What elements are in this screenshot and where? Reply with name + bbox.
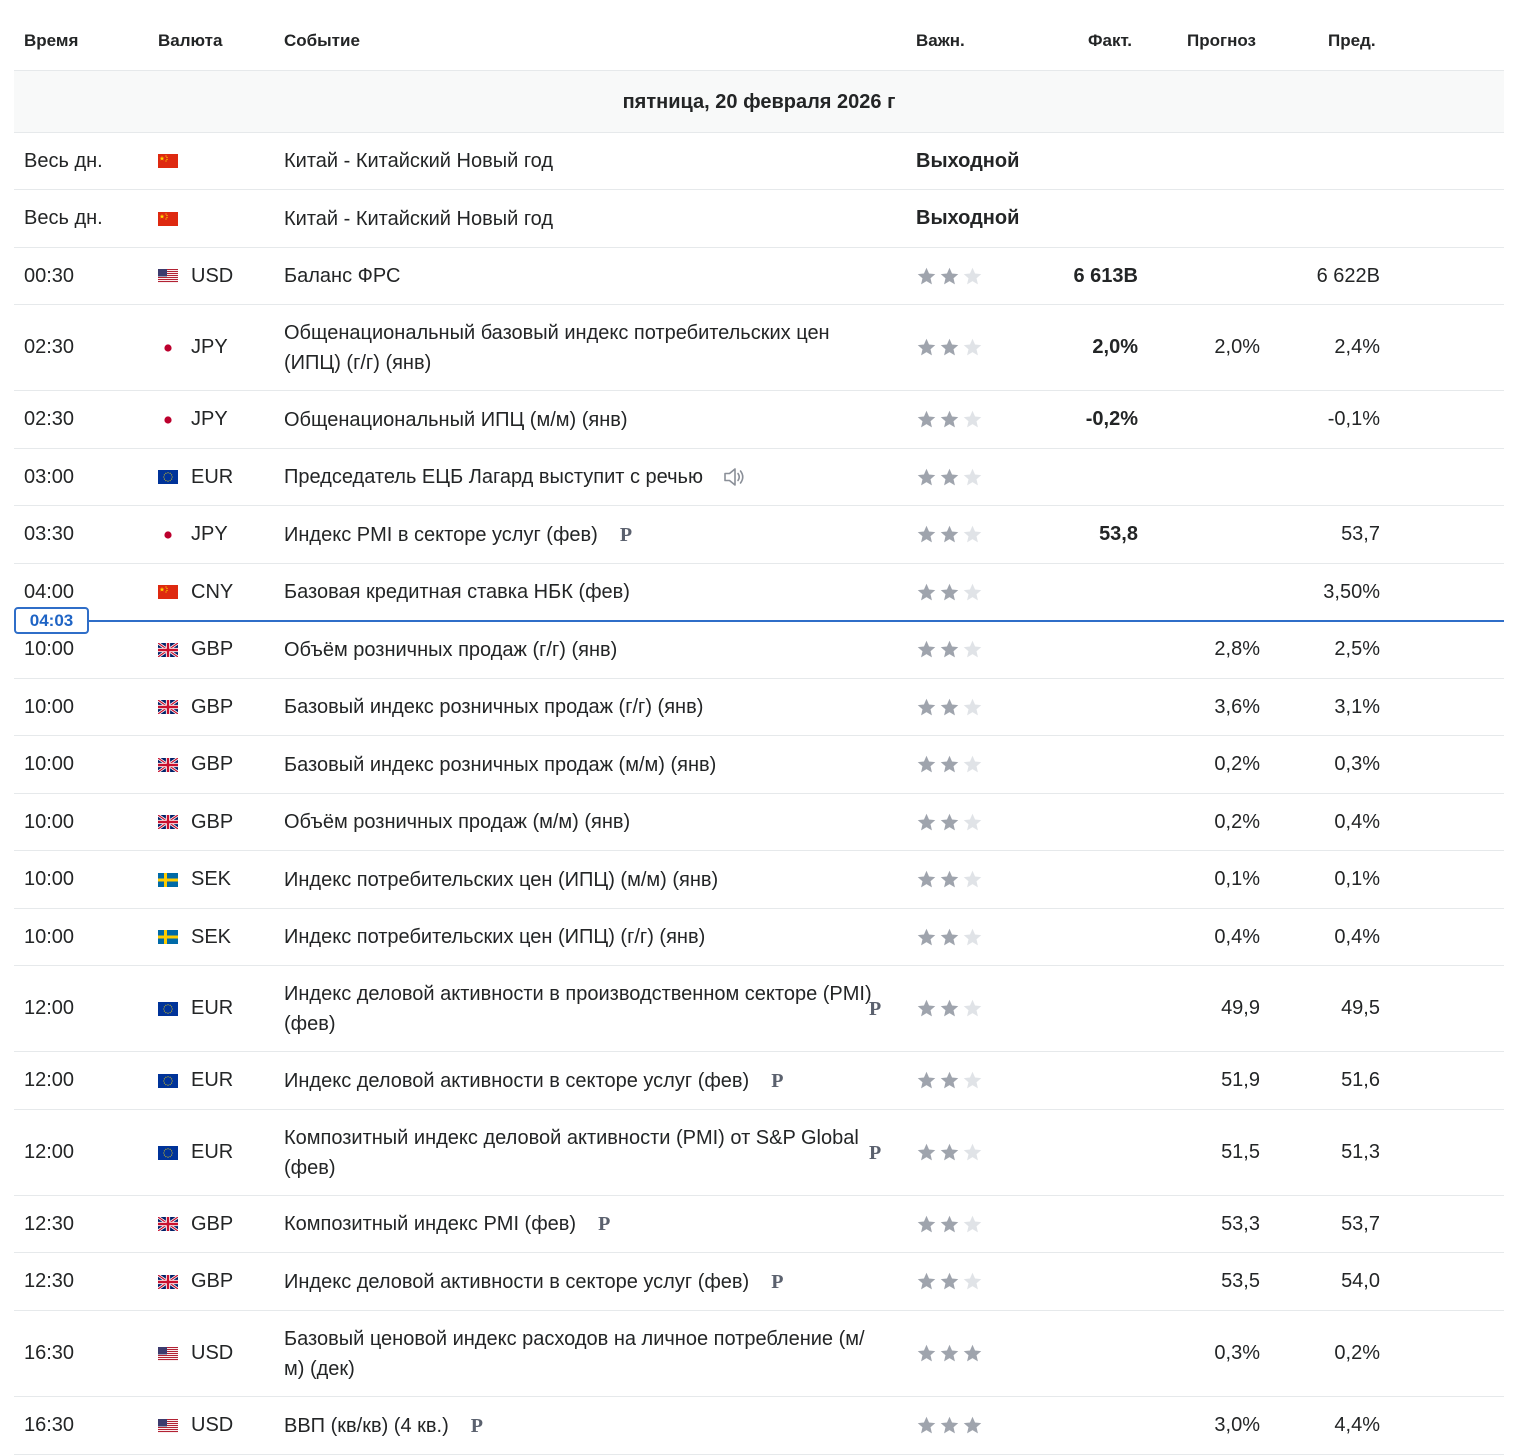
speaker-icon (721, 464, 747, 490)
event-currency: GBP (191, 638, 234, 660)
importance-stars (916, 1070, 983, 1091)
star-icon (939, 1142, 960, 1163)
event-row[interactable] (14, 305, 1504, 391)
star-icon (916, 1415, 937, 1436)
flag-us-icon (158, 248, 178, 304)
event-row[interactable] (14, 190, 1504, 248)
star-icon (939, 1271, 960, 1292)
event-time: 12:00 (24, 1141, 75, 1163)
preliminary-tag: P (619, 523, 633, 546)
event-actual (1038, 851, 1138, 908)
event-forecast: 53,3 (1221, 1212, 1260, 1235)
event-forecast: 51,5 (1221, 1141, 1260, 1163)
event-title[interactable]: Индекс потребительских цен (ИПЦ) (м/м) (янв) (284, 868, 719, 891)
event-title[interactable]: Индекс деловой активности в секторе услуг (фев) (284, 1069, 750, 1092)
event-actual: 53,8 (1099, 523, 1138, 545)
star-icon (939, 1343, 960, 1364)
event-previous: 54,0 (1341, 1270, 1380, 1292)
event-previous: 4,4% (1334, 1414, 1380, 1436)
event-title[interactable]: Композитный индекс PMI (фев) (284, 1213, 577, 1235)
event-currency: SEK (191, 925, 232, 948)
header-actual[interactable]: Факт. (1088, 31, 1133, 50)
importance-stars (916, 1415, 983, 1436)
event-forecast: 2,0% (1214, 336, 1260, 358)
star-icon (962, 1271, 983, 1292)
star-icon (916, 639, 937, 660)
current-time-badge: 04:03 (14, 607, 89, 634)
event-title[interactable]: Китай - Китайский Новый год (284, 150, 554, 172)
event-title-cell[interactable] (284, 679, 874, 735)
star-icon (962, 409, 983, 430)
event-previous: 0,3% (1334, 753, 1380, 775)
event-time: 10:00 (24, 810, 75, 833)
star-icon (939, 927, 960, 948)
event-currency: GBP (191, 753, 234, 775)
star-icon (916, 1343, 937, 1364)
event-title-cell[interactable] (284, 851, 874, 908)
event-currency: JPY (191, 336, 228, 358)
event-currency: EUR (191, 1069, 234, 1091)
star-icon (916, 1070, 937, 1091)
event-title-cell[interactable] (284, 1052, 874, 1109)
event-previous: 53,7 (1341, 1212, 1380, 1235)
event-row[interactable] (14, 966, 1504, 1052)
star-icon (962, 869, 983, 890)
event-title[interactable]: Базовая кредитная ставка НБК (фев) (284, 581, 630, 603)
event-title-cell[interactable] (284, 1397, 874, 1454)
flag-se-icon (158, 909, 178, 965)
event-title[interactable]: Объём розничных продаж (г/г) (янв) (284, 638, 618, 661)
star-icon (962, 1214, 983, 1235)
preliminary-tag: P (771, 1270, 784, 1293)
holiday-label: Выходной (916, 149, 1020, 172)
star-icon (962, 266, 983, 287)
event-previous: 53,7 (1341, 523, 1380, 545)
importance-stars (916, 524, 983, 545)
event-row[interactable] (14, 909, 1504, 966)
importance-stars (916, 998, 983, 1019)
event-time: 12:30 (24, 1212, 75, 1235)
preliminary-tag: P (869, 1141, 882, 1164)
event-time: 10:00 (24, 868, 75, 890)
event-forecast (1160, 190, 1260, 247)
event-previous: 3,1% (1334, 695, 1380, 718)
event-forecast: 3,0% (1214, 1414, 1260, 1436)
event-forecast: 0,1% (1214, 868, 1260, 890)
event-row[interactable] (14, 1253, 1504, 1311)
event-time: 04:00 (24, 580, 75, 603)
event-forecast: 0,4% (1214, 925, 1260, 948)
preliminary-tag: P (869, 997, 882, 1020)
star-icon (916, 467, 937, 488)
event-currency: JPY (191, 523, 228, 545)
importance-stars (916, 754, 983, 775)
event-title-cell[interactable] (284, 1311, 874, 1396)
event-title-cell[interactable] (284, 190, 874, 247)
star-icon (939, 869, 960, 890)
flag-gb-icon (158, 736, 178, 793)
flag-jp-icon (158, 391, 178, 448)
event-title[interactable]: Базовый индекс розничных продаж (м/м) (янв) (284, 753, 717, 776)
event-currency: SEK (191, 868, 232, 890)
event-row[interactable] (14, 736, 1504, 794)
star-icon (939, 639, 960, 660)
event-previous: 0,4% (1334, 925, 1380, 948)
flag-cn-icon (158, 564, 178, 620)
header-forecast[interactable]: Прогноз (1187, 31, 1256, 50)
flag-gb-icon (158, 794, 178, 850)
event-previous (1280, 190, 1380, 247)
event-forecast: 0,2% (1214, 810, 1260, 833)
event-row[interactable] (14, 506, 1504, 564)
importance-stars (916, 1271, 983, 1292)
importance-stars (916, 697, 983, 718)
star-icon (939, 697, 960, 718)
star-icon (962, 998, 983, 1019)
star-icon (939, 1214, 960, 1235)
star-icon (962, 524, 983, 545)
star-icon (939, 1415, 960, 1436)
event-title[interactable]: Общенациональный базовый индекс потребительских цен (ИПЦ) (г/г) (янв) (284, 321, 830, 374)
event-row[interactable] (14, 621, 1504, 679)
event-previous: 3,50% (1323, 580, 1380, 603)
header-importance[interactable]: Важн. (916, 31, 965, 50)
event-title[interactable]: Объём розничных продаж (м/м) (янв) (284, 811, 631, 833)
event-previous: 51,3 (1341, 1141, 1380, 1163)
event-title-cell[interactable] (284, 1253, 874, 1310)
star-icon (939, 467, 960, 488)
event-row[interactable] (14, 679, 1504, 736)
event-title-cell[interactable] (284, 305, 874, 390)
event-row[interactable] (14, 1110, 1504, 1196)
header-previous[interactable]: Пред. (1328, 31, 1376, 50)
star-icon (939, 266, 960, 287)
event-actual (1038, 621, 1138, 678)
event-actual (1038, 1196, 1138, 1252)
current-time-line (14, 620, 1504, 622)
star-icon (962, 697, 983, 718)
star-icon (916, 697, 937, 718)
holiday-label: Выходной (916, 207, 1020, 229)
event-title-cell[interactable] (284, 1196, 874, 1252)
event-time: 02:30 (24, 336, 75, 358)
event-previous: 0,4% (1334, 810, 1380, 833)
event-previous: 2,5% (1334, 638, 1380, 660)
event-actual (1038, 966, 1138, 1051)
event-forecast: 2,8% (1214, 638, 1260, 660)
event-previous: 0,2% (1334, 1342, 1380, 1364)
event-forecast (1160, 449, 1260, 505)
event-row[interactable] (14, 391, 1504, 449)
event-currency: EUR (191, 465, 234, 488)
event-forecast: 53,5 (1221, 1270, 1260, 1292)
event-currency: EUR (191, 1141, 234, 1163)
event-row[interactable] (14, 851, 1504, 909)
event-currency: GBP (191, 1270, 234, 1292)
event-time: 12:00 (24, 1069, 75, 1091)
event-actual (1038, 909, 1138, 965)
event-forecast: 49,9 (1221, 997, 1260, 1019)
event-title[interactable]: Китай - Китайский Новый год (284, 207, 554, 230)
flag-eu-icon (158, 966, 178, 1051)
event-currency: GBP (191, 695, 234, 718)
event-previous (1280, 133, 1380, 189)
star-icon (939, 337, 960, 358)
event-time: 16:30 (24, 1342, 75, 1364)
event-actual (1038, 1110, 1138, 1195)
event-currency: USD (191, 1414, 234, 1436)
star-icon (939, 812, 960, 833)
event-title-cell[interactable] (284, 449, 874, 505)
event-forecast: 51,9 (1221, 1069, 1260, 1091)
event-previous: 2,4% (1334, 336, 1380, 358)
event-title[interactable]: Индекс деловой активности в секторе услуг (фев) (284, 1270, 750, 1293)
event-forecast (1160, 506, 1260, 563)
header-event[interactable]: Событие (284, 31, 360, 50)
event-title-cell[interactable] (284, 1110, 882, 1195)
flag-jp-icon (158, 506, 178, 563)
star-icon (916, 1142, 937, 1163)
event-previous (1280, 449, 1380, 505)
star-icon (916, 582, 937, 603)
flag-se-icon (158, 851, 178, 908)
importance-stars (916, 337, 983, 358)
preliminary-tag: P (470, 1414, 483, 1437)
event-title[interactable]: Индекс PMI в секторе услуг (фев) (284, 523, 598, 546)
star-icon (962, 1142, 983, 1163)
event-title[interactable]: Базовый индекс розничных продаж (г/г) (янв) (284, 696, 704, 718)
event-title-cell[interactable] (284, 794, 874, 850)
star-icon (962, 337, 983, 358)
star-icon (916, 1214, 937, 1235)
event-row[interactable] (14, 1196, 1504, 1253)
event-row[interactable] (14, 1397, 1504, 1455)
event-previous: 49,5 (1341, 997, 1380, 1019)
importance-stars (916, 409, 983, 430)
event-currency: USD (191, 1342, 234, 1364)
event-forecast (1160, 564, 1260, 620)
event-actual (1038, 1397, 1138, 1454)
event-title[interactable]: Базовый ценовой индекс расходов на личное потребление (м/м) (дек) (284, 1327, 865, 1380)
economic-calendar (14, 10, 1504, 1455)
star-icon (962, 927, 983, 948)
flag-cn-icon (158, 133, 178, 189)
flag-gb-icon (158, 679, 178, 735)
event-title-cell[interactable] (284, 736, 874, 793)
importance-stars (916, 1343, 983, 1364)
event-forecast: 0,3% (1214, 1342, 1260, 1364)
event-title-cell[interactable] (284, 248, 874, 304)
event-title[interactable]: Баланс ФРС (284, 265, 401, 287)
star-icon (939, 998, 960, 1019)
event-actual: 6 613B (1073, 264, 1138, 287)
event-actual (1038, 133, 1138, 189)
event-currency: GBP (191, 1212, 234, 1235)
star-icon (916, 927, 937, 948)
event-time: 10:00 (24, 753, 75, 775)
star-icon (962, 639, 983, 660)
star-icon (939, 1070, 960, 1091)
preliminary-tag: P (598, 1213, 611, 1235)
event-previous: 6 622B (1316, 264, 1380, 287)
events-list (14, 133, 1504, 1455)
star-icon (916, 266, 937, 287)
importance-stars (916, 582, 983, 603)
event-time: 10:00 (24, 638, 75, 660)
importance-stars (916, 1214, 983, 1235)
star-icon (939, 582, 960, 603)
header-currency[interactable]: Валюта (158, 31, 223, 50)
header-time[interactable]: Время (24, 31, 79, 50)
event-forecast (1160, 391, 1260, 448)
flag-eu-icon (158, 1052, 178, 1109)
flag-us-icon (158, 1397, 178, 1454)
importance-stars (916, 467, 983, 488)
event-title-cell[interactable] (284, 564, 874, 620)
flag-gb-icon (158, 1196, 178, 1252)
event-actual (1038, 449, 1138, 505)
star-icon (916, 812, 937, 833)
event-time: Весь дн. (24, 149, 103, 172)
event-forecast (1160, 133, 1260, 189)
event-row[interactable] (14, 449, 1504, 506)
star-icon (962, 812, 983, 833)
star-icon (916, 869, 937, 890)
flag-us-icon (158, 1311, 178, 1396)
flag-jp-icon (158, 305, 178, 390)
event-title[interactable]: Композитный индекс деловой активности (PMI) от S&P Global (фев) (284, 1126, 859, 1179)
event-title[interactable]: Председатель ЕЦБ Лагард выступит с речью (284, 466, 703, 488)
event-time: 12:30 (24, 1270, 75, 1292)
event-row[interactable] (14, 564, 1504, 621)
importance-stars (916, 927, 983, 948)
event-actual (1038, 190, 1138, 247)
star-icon (916, 754, 937, 775)
flag-gb-icon (158, 1253, 178, 1310)
star-icon (939, 524, 960, 545)
event-time: 03:00 (24, 465, 75, 488)
star-icon (916, 998, 937, 1019)
event-actual (1038, 1052, 1138, 1109)
event-row[interactable] (14, 794, 1504, 851)
preliminary-tag: P (771, 1069, 784, 1092)
event-title-cell[interactable] (284, 506, 874, 563)
event-title[interactable]: Индекс потребительских цен (ИПЦ) (г/г) (янв) (284, 926, 706, 948)
event-actual: -0,2% (1085, 408, 1138, 430)
event-previous: 0,1% (1334, 868, 1380, 890)
star-icon (916, 337, 937, 358)
star-icon (962, 467, 983, 488)
importance-stars (916, 869, 983, 890)
event-actual (1038, 736, 1138, 793)
event-time: 03:30 (24, 523, 75, 545)
star-icon (962, 1343, 983, 1364)
star-icon (962, 754, 983, 775)
event-time: Весь дн. (24, 207, 103, 229)
event-currency: CNY (191, 580, 234, 603)
flag-eu-icon (158, 1110, 178, 1195)
event-time: 00:30 (24, 264, 75, 287)
importance-stars (916, 266, 983, 287)
star-icon (962, 582, 983, 603)
star-icon (939, 409, 960, 430)
event-time: 16:30 (24, 1414, 75, 1436)
star-icon (916, 1271, 937, 1292)
importance-stars (916, 1142, 983, 1163)
event-actual: 2,0% (1092, 336, 1138, 358)
event-row[interactable] (14, 1311, 1504, 1397)
event-previous: -0,1% (1327, 408, 1380, 430)
importance-stars (916, 812, 983, 833)
flag-gb-icon (158, 621, 178, 678)
day-separator: пятница, 20 февраля 2026 г (14, 71, 1504, 133)
event-forecast (1160, 248, 1260, 304)
flag-eu-icon (158, 449, 178, 505)
event-time: 02:30 (24, 408, 75, 430)
event-currency: EUR (191, 997, 234, 1019)
event-title[interactable]: ВВП (кв/кв) (4 кв.) (284, 1414, 449, 1437)
flag-cn-icon (158, 190, 178, 247)
star-icon (916, 409, 937, 430)
star-icon (962, 1070, 983, 1091)
event-title-cell[interactable] (284, 133, 874, 189)
event-row[interactable] (14, 248, 1504, 305)
event-row[interactable] (14, 1052, 1504, 1110)
event-time: 10:00 (24, 925, 75, 948)
star-icon (939, 754, 960, 775)
event-previous: 51,6 (1341, 1069, 1380, 1091)
event-actual (1038, 1253, 1138, 1310)
event-forecast: 3,6% (1214, 695, 1260, 718)
event-title-cell[interactable] (284, 909, 874, 965)
event-title[interactable]: Общенациональный ИПЦ (м/м) (янв) (284, 408, 628, 431)
event-actual (1038, 679, 1138, 735)
event-title-cell[interactable] (284, 621, 874, 678)
event-forecast: 0,2% (1214, 753, 1260, 775)
star-icon (916, 524, 937, 545)
event-actual (1038, 794, 1138, 850)
event-time: 12:00 (24, 997, 75, 1019)
event-actual (1038, 1311, 1138, 1396)
star-icon (962, 1415, 983, 1436)
event-time: 10:00 (24, 695, 75, 718)
event-title-cell[interactable] (284, 966, 882, 1051)
event-row[interactable] (14, 133, 1504, 190)
event-title[interactable]: Индекс деловой активности в производственном секторе (PMI) (фев) (284, 982, 872, 1035)
event-title-cell[interactable] (284, 391, 874, 448)
event-currency: JPY (191, 408, 228, 430)
event-currency: USD (191, 264, 234, 287)
event-actual (1038, 564, 1138, 620)
importance-stars (916, 639, 983, 660)
event-currency: GBP (191, 810, 234, 833)
table-header (14, 10, 1504, 71)
